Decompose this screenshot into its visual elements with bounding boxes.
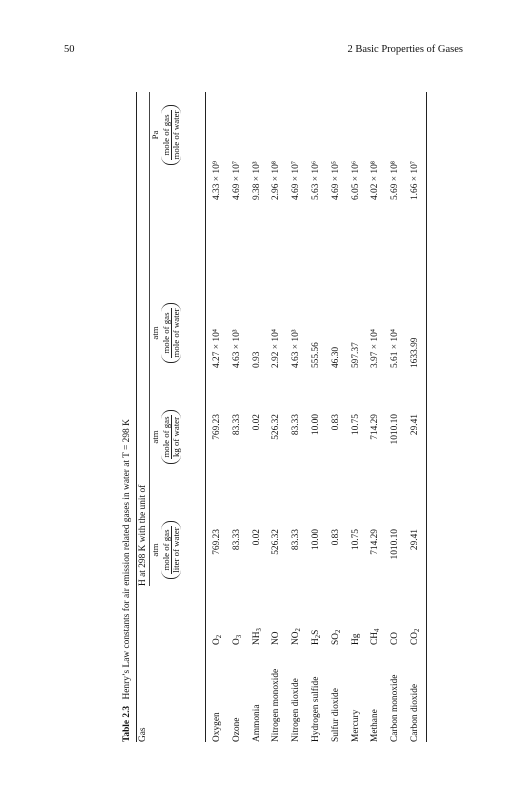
gas-name: Nitrogen monoxide [271,668,282,742]
gas-formula: $NO_2$ [291,628,303,645]
table-row [306,92,327,742]
gas-formula: CO [390,631,401,645]
value-atm-kg: 526.32 [271,414,282,440]
unit-header-atm-per-kg: atm mole of gas kg of water [151,402,181,472]
page-number: 50 [64,44,75,55]
gas-name: Carbon monoxide [390,674,401,742]
unit-group-header: H at 298 K with the unit of [138,484,148,586]
value-atm-mole: 46.30 [330,346,341,368]
bottom-rule [426,92,427,742]
table-caption-label: Table 2.3 [122,705,132,742]
value-atm-liter: 0.02 [251,529,262,546]
table-row [385,92,406,742]
value-atm-mole: 4.27 × 10⁴ [212,328,222,368]
table-row [365,92,386,742]
value-pa-mole: 1.66 × 10⁷ [410,160,420,200]
running-head: 2 Basic Properties of Gases [347,44,463,55]
gas-name: Ozone [231,717,242,742]
value-atm-kg: 714.29 [370,414,381,440]
header-rule [205,92,206,742]
value-atm-kg: 83.33 [231,414,242,436]
gas-column-header: Gas [138,727,148,742]
gas-formula: $CO_2$ [410,628,421,645]
unit-header-atm-per-liter: atm mole of gas liter of water [151,514,181,586]
top-rule [136,92,137,742]
value-atm-mole: 3.97 × 10⁴ [370,328,381,368]
value-atm-liter: 769.23 [212,529,222,555]
value-atm-mole: 4.63 × 10³ [291,329,302,368]
value-pa-mole: 4.69 × 10⁷ [291,160,302,200]
value-atm-mole: 597.37 [350,342,361,368]
value-atm-kg: 0.83 [330,414,341,431]
value-atm-liter: 29.41 [410,529,420,551]
value-pa-mole: 2.96 × 10⁸ [271,160,282,200]
value-atm-liter: 10.00 [311,529,321,551]
value-atm-liter: 10.75 [350,529,361,551]
value-pa-mole: 4.69 × 10⁵ [330,160,341,200]
value-atm-liter: 83.33 [231,529,242,551]
gas-name: Carbon dioxide [410,683,420,742]
gas-formula: Hg [350,633,361,645]
value-atm-mole: 1633.99 [410,337,420,368]
value-atm-kg: 0.02 [251,414,262,431]
value-pa-mole: 9.38 × 10³ [251,161,262,200]
value-atm-liter: 526.32 [271,529,282,555]
value-pa-mole: 5.63 × 10⁶ [311,160,321,200]
gas-name: Sulfur dioxide [330,688,341,742]
table-row [247,92,268,742]
gas-formula: $NH_3$ [251,628,263,645]
value-atm-mole: 0.93 [251,351,262,368]
table-row [286,92,307,742]
value-atm-liter: 83.33 [291,529,302,551]
gas-formula: $CH_4$ [370,628,382,645]
table-row [227,92,248,742]
value-pa-mole: 4.02 × 10⁸ [370,160,381,200]
value-atm-mole: 5.61 × 10⁴ [390,328,401,368]
value-atm-mole: 555.56 [311,342,321,368]
gas-name: Hydrogen sulfide [311,676,321,742]
table-caption [122,419,132,742]
value-atm-mole: 2.92 × 10⁴ [271,328,282,368]
gas-formula: $H_2S$ [311,629,322,645]
value-atm-mole: 4.63 × 10³ [231,329,242,368]
gas-formula: $SO_2$ [330,629,342,645]
value-atm-kg: 769.23 [212,414,222,440]
gas-formula: $O_2$ [212,634,223,645]
unit-header-pa-per-mole: Pa mole of gas mole of water [151,96,181,174]
gas-name: Nitrogen dioxide [291,678,302,742]
value-pa-mole: 4.69 × 10⁷ [231,160,242,200]
value-atm-kg: 10.00 [311,414,321,436]
value-atm-kg: 83.33 [291,414,302,436]
value-atm-liter: 0.83 [330,529,341,546]
table-row [346,92,367,742]
gas-name: Oxygen [212,712,222,742]
table-caption-text: Henry’s Law constants for air emission related gases in water at T = 298 K [122,419,132,700]
value-pa-mole: 6.05 × 10⁶ [350,160,361,200]
gas-name: Ammonia [251,704,262,742]
table-row [405,92,426,742]
henrys-law-table [116,92,427,742]
table-row [207,92,228,742]
value-atm-liter: 714.29 [370,529,381,555]
page-header [64,44,463,58]
unit-header-atm-per-mole: atm mole of gas mole of water [151,296,181,370]
gas-name: Methane [370,709,381,742]
gas-formula: $O_3$ [231,634,243,645]
gas-formula: NO [271,631,282,645]
table-row [266,92,287,742]
value-atm-liter: 1010.10 [390,529,401,560]
gas-name: Mercury [350,709,361,742]
value-pa-mole: 5.69 × 10⁸ [390,160,401,200]
value-atm-kg: 10.75 [350,414,361,436]
value-atm-kg: 29.41 [410,414,420,436]
value-atm-kg: 1010.10 [390,414,401,445]
value-pa-mole: 4.33 × 10⁹ [212,160,222,200]
table-row [326,92,347,742]
